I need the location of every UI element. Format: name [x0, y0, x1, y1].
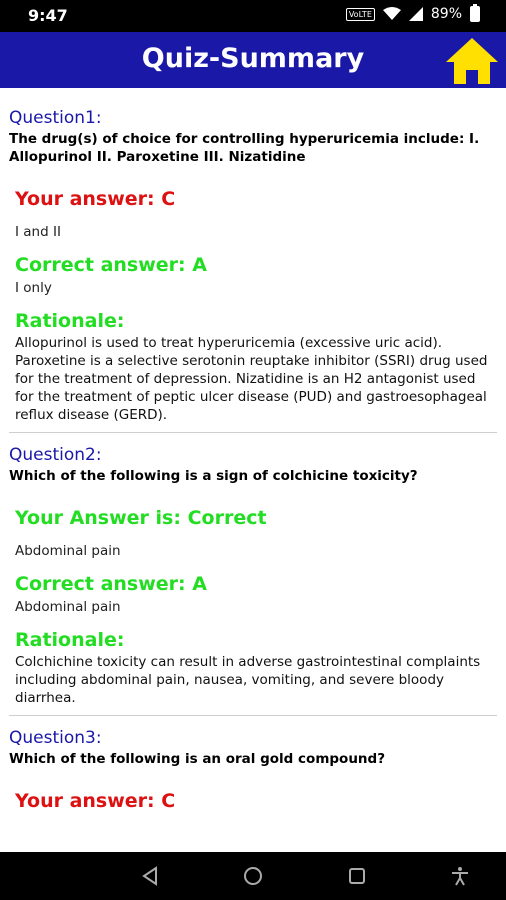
- battery-icon: [470, 6, 480, 22]
- back-icon[interactable]: [140, 866, 160, 886]
- wifi-icon: [383, 7, 401, 21]
- question-text: The drug(s) of choice for controlling hyperuricemia include: I. Allopurinol II. Paroxetine III. Nizatidine: [9, 131, 480, 165]
- question-text: Which of the following is a sign of colchicine toxicity?: [9, 468, 418, 484]
- correct-answer-text: I only: [15, 280, 52, 296]
- correct-answer-text: Abdominal pain: [15, 599, 121, 615]
- home-circle-icon[interactable]: [243, 866, 263, 886]
- system-nav-bar: [0, 852, 506, 900]
- question-text: Which of the following is an oral gold compound?: [9, 751, 386, 767]
- summary-content[interactable]: [0, 88, 506, 852]
- question-block-3: [0, 728, 506, 812]
- your-answer-heading: Your answer: C: [15, 790, 176, 812]
- question-block-1: [0, 108, 506, 424]
- correct-answer-heading: Correct answer: A: [15, 573, 207, 595]
- status-icons: [346, 6, 480, 22]
- your-answer-text: I and II: [15, 224, 61, 240]
- accessibility-icon[interactable]: [450, 866, 470, 886]
- your-answer-heading: Your Answer is: Correct: [15, 507, 267, 529]
- rationale-text: Colchichine toxicity can result in adverse gastrointestinal complaints including abdominal pain, nausea, vomiting, and severe bloody diarrhea.: [15, 654, 481, 706]
- divider: [9, 715, 497, 716]
- page-title: Quiz-Summary: [141, 43, 365, 74]
- home-icon[interactable]: [444, 36, 500, 86]
- rationale-heading: Rationale:: [15, 310, 125, 332]
- question-title: Question2:: [9, 445, 102, 465]
- battery-percent: 89%: [430, 6, 462, 22]
- status-time: 9:47: [28, 6, 68, 25]
- volte-badge: VoLTE: [346, 8, 375, 21]
- question-block-2: [0, 445, 506, 707]
- rationale-text: Allopurinol is used to treat hyperuricemia (excessive uric acid). Paroxetine is a selective serotonin reuptake inhibitor (SSRI) drug used for the treatment of depression. Nizatidine is an H2 antagonist used for the treatment of peptic ulcer disease (PUD) and gastroesophageal reflux disease (GERD).: [15, 335, 488, 423]
- your-answer-text: Abdominal pain: [15, 543, 121, 559]
- app-header: [0, 32, 506, 88]
- correct-answer-heading: Correct answer: A: [15, 254, 207, 276]
- question-title: Question3:: [9, 728, 102, 748]
- recents-icon[interactable]: [347, 866, 367, 886]
- rationale-heading: Rationale:: [15, 629, 125, 651]
- signal-icon: [409, 7, 423, 21]
- question-title: Question1:: [9, 108, 102, 128]
- your-answer-heading: Your answer: C: [15, 188, 176, 210]
- status-bar: [0, 0, 506, 32]
- divider: [9, 432, 497, 433]
